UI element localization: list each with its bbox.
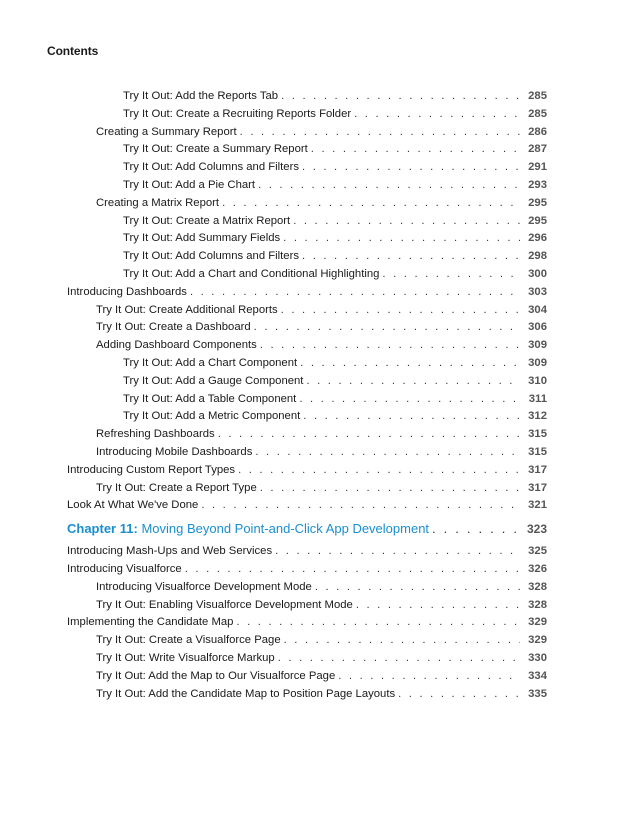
toc-page-number: 328 <box>528 580 547 593</box>
toc-entry-title: Try It Out: Add Columns and Filters <box>123 161 300 174</box>
toc-entry-title: Try It Out: Write Visualforce Markup <box>96 651 275 664</box>
toc-page-number: 311 <box>528 392 547 405</box>
toc-entry-title: Refreshing Dashboards <box>96 428 215 441</box>
toc-entry[interactable] <box>0 686 638 704</box>
toc-chapter-heading[interactable] <box>0 515 638 543</box>
toc-entry-title: Try It Out: Create a Report Type <box>96 481 257 494</box>
toc-entry[interactable] <box>0 248 638 266</box>
toc-entry[interactable] <box>0 266 638 284</box>
dot-leader <box>281 88 520 106</box>
dot-leader <box>260 337 520 355</box>
toc-page-number: 325 <box>528 545 547 558</box>
table-of-contents <box>0 88 638 703</box>
dot-leader <box>284 632 520 650</box>
toc-entry[interactable] <box>0 614 638 632</box>
toc-page-number: 329 <box>528 616 547 629</box>
toc-entry-title: Creating a Summary Report <box>96 125 237 138</box>
toc-entry-title: Try It Out: Add a Metric Component <box>123 410 301 423</box>
dot-leader <box>238 462 520 480</box>
dot-leader <box>283 230 520 248</box>
dot-leader <box>236 614 520 632</box>
dot-leader <box>398 686 520 704</box>
toc-page-number: 317 <box>528 481 547 494</box>
toc-page-number: 298 <box>528 250 547 263</box>
toc-entry-title: Introducing Dashboards <box>67 285 187 298</box>
dot-leader <box>293 213 520 231</box>
toc-entry-title: Introducing Custom Report Types <box>67 463 236 476</box>
dot-leader <box>255 444 520 462</box>
toc-page-number: 295 <box>528 214 547 227</box>
dot-leader <box>382 266 520 284</box>
dot-leader <box>240 124 520 142</box>
toc-entry-title: Look At What We've Done <box>67 499 199 512</box>
dot-leader <box>222 195 520 213</box>
toc-chapter-title <box>67 515 429 543</box>
dot-leader <box>306 373 520 391</box>
toc-entry[interactable] <box>0 650 638 668</box>
toc-entry-title: Introducing Mobile Dashboards <box>96 445 253 458</box>
toc-entry[interactable] <box>0 177 638 195</box>
dot-leader <box>338 668 520 686</box>
dot-leader <box>315 579 520 597</box>
toc-entry[interactable] <box>0 124 638 142</box>
toc-page-number: 321 <box>528 499 547 512</box>
toc-entry[interactable] <box>0 632 638 650</box>
toc-entry-title: Adding Dashboard Components <box>96 339 257 352</box>
toc-entry[interactable] <box>0 373 638 391</box>
toc-page-number: 315 <box>528 428 547 441</box>
toc-entry-title: Try It Out: Create a Recruiting Reports Folder <box>123 107 352 120</box>
toc-page-number: 330 <box>528 651 547 664</box>
toc-page-number: 303 <box>528 285 547 298</box>
toc-entry-title: Try It Out: Enabling Visualforce Development Mode <box>96 598 353 611</box>
toc-entry-title: Introducing Visualforce Development Mode <box>96 580 312 593</box>
toc-page-number: 300 <box>528 267 547 280</box>
toc-entry[interactable] <box>0 230 638 248</box>
toc-page-number: 312 <box>528 410 547 423</box>
toc-entry-title: Try It Out: Create a Dashboard <box>96 321 251 334</box>
dot-leader <box>260 480 520 498</box>
dot-leader <box>303 408 520 426</box>
toc-entry[interactable] <box>0 159 638 177</box>
toc-entry[interactable] <box>0 284 638 302</box>
dot-leader <box>302 248 520 266</box>
dot-leader <box>302 159 520 177</box>
toc-page-number: 295 <box>528 196 547 209</box>
toc-entry-title: Try It Out: Create a Matrix Report <box>123 214 291 227</box>
toc-entry-title: Try It Out: Create a Visualforce Page <box>96 634 281 647</box>
toc-entry-title: Introducing Visualforce <box>67 562 182 575</box>
toc-entry[interactable] <box>0 319 638 337</box>
toc-entry-title: Try It Out: Add a Chart Component <box>123 356 298 369</box>
toc-entry-title: Try It Out: Add Columns and Filters <box>123 250 300 263</box>
toc-page-number: 335 <box>528 687 547 700</box>
toc-entry[interactable] <box>0 543 638 561</box>
toc-entry[interactable] <box>0 444 638 462</box>
dot-leader <box>432 515 518 543</box>
toc-page-number: 291 <box>528 161 547 174</box>
toc-entry[interactable] <box>0 668 638 686</box>
toc-entry[interactable] <box>0 561 638 579</box>
dot-leader <box>201 497 520 515</box>
dot-leader <box>275 543 520 561</box>
toc-page-number: 309 <box>528 339 547 352</box>
toc-entry-title: Try It Out: Add a Chart and Conditional Highlighting <box>123 267 380 280</box>
toc-entry-title: Introducing Mash-Ups and Web Services <box>67 545 273 558</box>
toc-page-number: 306 <box>528 321 547 334</box>
toc-entry-title: Try It Out: Add Summary Fields <box>123 232 281 245</box>
toc-entry[interactable] <box>0 597 638 615</box>
dot-leader <box>300 355 520 373</box>
dot-leader <box>299 391 520 409</box>
dot-leader <box>254 319 520 337</box>
toc-page-number: 315 <box>528 445 547 458</box>
toc-entry-title: Try It Out: Create a Summary Report <box>123 143 308 156</box>
toc-page-number: 286 <box>528 125 547 138</box>
dot-leader <box>311 141 520 159</box>
toc-entry[interactable] <box>0 497 638 515</box>
toc-entry-title: Try It Out: Add a Gauge Component <box>123 374 304 387</box>
toc-page-number: 285 <box>528 107 547 120</box>
toc-entry[interactable] <box>0 480 638 498</box>
toc-page-number: 293 <box>528 178 547 191</box>
toc-entry-title: Try It Out: Add a Table Component <box>123 392 297 405</box>
toc-page-number: 328 <box>528 598 547 611</box>
toc-page-number: 309 <box>528 356 547 369</box>
toc-entry[interactable] <box>0 106 638 124</box>
toc-entry[interactable] <box>0 391 638 409</box>
toc-page-number: 317 <box>528 463 547 476</box>
toc-page-number: 287 <box>528 143 547 156</box>
toc-page-number: 296 <box>528 232 547 245</box>
dot-leader <box>281 302 520 320</box>
toc-entry-title: Try It Out: Add the Map to Our Visualforce Page <box>96 669 336 682</box>
toc-entry[interactable] <box>0 337 638 355</box>
toc-page-number: 329 <box>528 634 547 647</box>
toc-entry-title: Creating a Matrix Report <box>96 196 220 209</box>
toc-entry[interactable] <box>0 141 638 159</box>
toc-entry[interactable] <box>0 408 638 426</box>
page-header: Contents <box>47 44 99 58</box>
toc-page-number: 326 <box>528 562 547 575</box>
toc-entry-title: Try It Out: Add the Reports Tab <box>123 90 279 102</box>
toc-entry[interactable] <box>0 579 638 597</box>
toc-entry-title: Try It Out: Add a Pie Chart <box>123 178 256 191</box>
chapter-number: Chapter 11: <box>67 521 138 537</box>
dot-leader <box>190 284 520 302</box>
toc-page-number: 323 <box>526 522 547 537</box>
toc-page-number: 304 <box>528 303 547 316</box>
toc-entry-title: Implementing the Candidate Map <box>67 616 234 629</box>
toc-entry[interactable] <box>0 355 638 373</box>
dot-leader <box>278 650 520 668</box>
toc-entry[interactable] <box>0 426 638 444</box>
dot-leader <box>356 597 520 615</box>
toc-page-number: 285 <box>528 90 547 102</box>
dot-leader <box>218 426 520 444</box>
toc-entry[interactable] <box>0 195 638 213</box>
toc-entry[interactable] <box>0 88 638 106</box>
dot-leader <box>258 177 520 195</box>
toc-page-number: 334 <box>528 669 547 682</box>
toc-entry[interactable] <box>0 462 638 480</box>
toc-entry-title: Try It Out: Add the Candidate Map to Position Page Layouts <box>96 687 396 700</box>
dot-leader <box>185 561 520 579</box>
toc-entry[interactable] <box>0 213 638 231</box>
toc-entry-title: Try It Out: Create Additional Reports <box>96 303 278 316</box>
toc-entry[interactable] <box>0 302 638 320</box>
chapter-title: Moving Beyond Point-and-Click App Development <box>141 521 430 537</box>
toc-page-number: 310 <box>528 374 547 387</box>
dot-leader <box>354 106 520 124</box>
